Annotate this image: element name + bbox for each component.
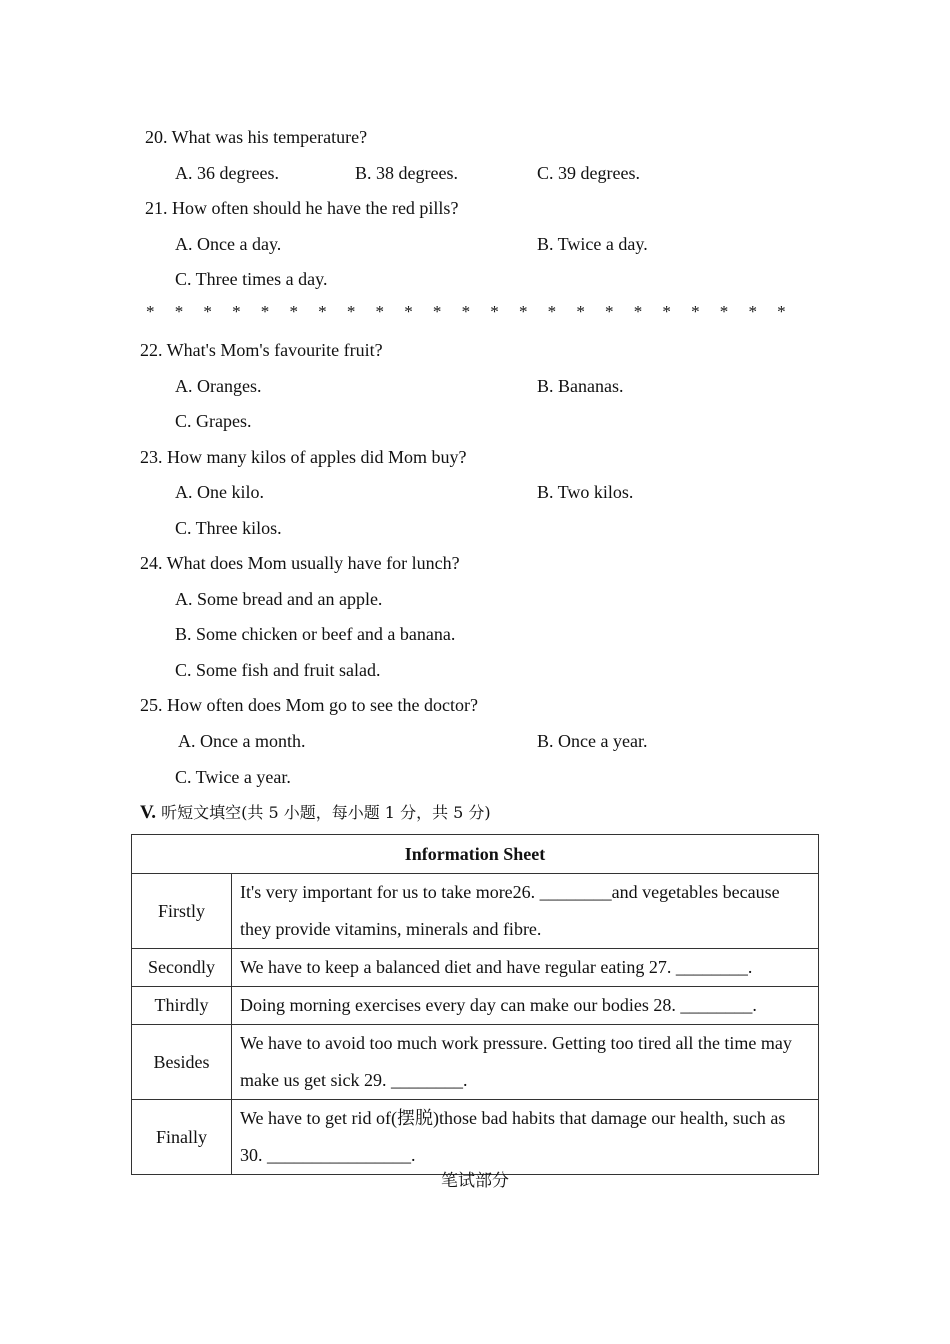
option-b: B. Twice a day. <box>537 234 648 254</box>
star-mark: * <box>404 302 413 321</box>
star-mark: * <box>691 302 700 321</box>
star-separator <box>146 302 806 322</box>
star-mark: * <box>260 302 270 321</box>
question-stem: 24. What does Mom usually have for lunch? <box>140 553 460 573</box>
option-c: C. Twice a year. <box>175 767 291 787</box>
option-c: C. Grapes. <box>175 411 252 431</box>
question-stem: 21. How often should he have the red pills? <box>145 198 459 218</box>
option-b: B. Two kilos. <box>537 482 634 502</box>
section-footer-title: 笔试部分 <box>441 1171 509 1191</box>
table-header-row <box>132 835 819 874</box>
option-c: C. Some fish and fruit salad. <box>175 660 381 680</box>
star-mark: * <box>346 302 356 321</box>
row-label: Secondly <box>132 949 232 987</box>
option-a: A. Once a day. <box>175 234 282 254</box>
table-row <box>132 874 819 949</box>
row-label: Besides <box>132 1025 232 1100</box>
star-mark: * <box>518 302 528 321</box>
table-title: Information Sheet <box>132 835 819 874</box>
option-b: B. Once a year. <box>537 731 648 751</box>
row-text: Doing morning exercises every day can make our bodies 28. ________. <box>232 987 819 1025</box>
question-stem: 22. What's Mom's favourite fruit? <box>140 340 383 360</box>
star-mark: * <box>777 302 786 321</box>
option-a: A. One kilo. <box>175 482 264 502</box>
star-mark: * <box>432 302 442 321</box>
row-text: We have to avoid too much work pressure. Getting too tired all the time may make us get sick 29. ________. <box>232 1025 819 1100</box>
row-label: Firstly <box>132 874 232 949</box>
star-mark: * <box>232 302 241 321</box>
question-stem: 20. What was his temperature? <box>145 127 368 147</box>
table-row <box>132 1100 819 1175</box>
table-row <box>132 949 819 987</box>
star-mark: * <box>318 302 327 321</box>
section-heading <box>140 800 491 824</box>
option-c: C. 39 degrees. <box>537 163 640 183</box>
row-text: It's very important for us to take more26. ________and vegetables because they provide vitamins, minerals and fibre. <box>232 874 819 949</box>
option-b: B. Some chicken or beef and a banana. <box>175 624 456 644</box>
option-b: B. 38 degrees. <box>355 163 458 183</box>
star-mark: * <box>375 302 384 321</box>
star-mark: * <box>719 302 729 321</box>
table-row <box>132 1025 819 1100</box>
question-stem: 23. How many kilos of apples did Mom buy? <box>140 447 467 467</box>
star-mark: * <box>203 302 212 321</box>
option-a: A. Some bread and an apple. <box>175 589 383 609</box>
option-a: A. Once a month. <box>178 731 306 751</box>
section-number: V. <box>140 802 157 823</box>
row-text: We have to keep a balanced diet and have regular eating 27. ________. <box>232 949 819 987</box>
star-mark: * <box>662 302 671 321</box>
option-b: B. Bananas. <box>537 376 624 396</box>
star-mark: * <box>146 302 155 321</box>
star-mark: * <box>605 302 614 321</box>
star-mark: * <box>174 302 184 321</box>
option-a: A. 36 degrees. <box>175 163 279 183</box>
star-mark: * <box>748 302 757 321</box>
star-mark: * <box>633 302 643 321</box>
section-title: 听短文填空(共 5 小题，每小题 1 分，共 5 分) <box>161 803 491 822</box>
option-a: A. Oranges. <box>175 376 262 396</box>
star-mark: * <box>576 302 585 321</box>
star-mark: * <box>289 302 298 321</box>
star-mark: * <box>547 302 557 321</box>
row-label: Finally <box>132 1100 232 1175</box>
star-mark: * <box>490 302 499 321</box>
option-c: C. Three times a day. <box>175 269 328 289</box>
star-mark: * <box>461 302 471 321</box>
row-text: We have to get rid of(摆脱)those bad habits that damage our health, such as 30. ________________. <box>232 1100 819 1175</box>
information-sheet-table <box>131 834 819 1175</box>
row-label: Thirdly <box>132 987 232 1025</box>
table-row <box>132 987 819 1025</box>
option-c: C. Three kilos. <box>175 518 282 538</box>
question-stem: 25. How often does Mom go to see the doctor? <box>140 695 478 715</box>
